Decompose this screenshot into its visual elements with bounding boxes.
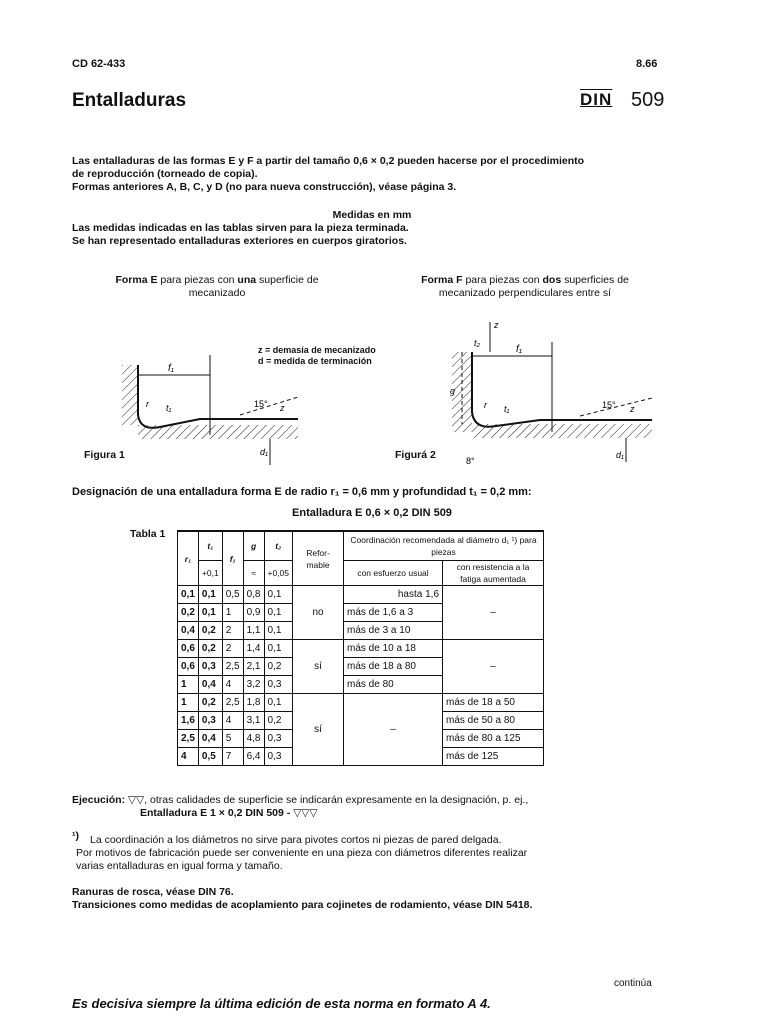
- cell-g: 1,1: [243, 622, 264, 640]
- cell-t1: 0,5: [198, 748, 222, 766]
- table-row: [178, 586, 544, 604]
- th-r1: r₁: [178, 531, 199, 586]
- forma-e-heading: [72, 274, 362, 300]
- intro-line-2: de reproducción (torneado de copia).: [72, 168, 258, 180]
- forma-f-line2: mecanizado perpendiculares entre sí: [438, 287, 612, 299]
- cell-t1: 0,2: [198, 694, 222, 712]
- z-label-top: z: [494, 320, 499, 330]
- cell-f1: 0,5: [222, 586, 243, 604]
- din-label: DIN: [580, 90, 613, 109]
- cell-r1: 1: [178, 694, 199, 712]
- cell-fatigue: –: [443, 586, 544, 640]
- cell-g: 2,1: [243, 658, 264, 676]
- cell-f1: 4: [222, 712, 243, 730]
- profile-line: [472, 352, 652, 427]
- r-label: r: [146, 399, 149, 409]
- th-usual: con esfuerzo usual: [344, 561, 443, 586]
- cell-t1: 0,1: [198, 586, 222, 604]
- figure-2-caption: Figurá 2: [395, 449, 436, 461]
- table-row: [178, 694, 544, 712]
- ejecucion-line: [72, 794, 692, 808]
- legend-z: z = demasía de mecanizado: [258, 345, 376, 355]
- cell-fatigue: más de 80 a 125: [443, 730, 544, 748]
- cell-fatigue: más de 125: [443, 748, 544, 766]
- table-row: [178, 640, 544, 658]
- t2-label: t₂: [474, 338, 480, 348]
- footnote-mark: ¹): [72, 830, 79, 842]
- cell-t2: 0,1: [264, 640, 293, 658]
- cell-g: 1,8: [243, 694, 264, 712]
- forma-f-bold2: dos: [542, 274, 562, 286]
- cell-f1: 2: [222, 622, 243, 640]
- angle-8-label: 8°: [466, 456, 475, 466]
- cell-t2: 0,1: [264, 622, 293, 640]
- cell-g: 3,2: [243, 676, 264, 694]
- cell-t2: 0,2: [264, 658, 293, 676]
- table-label: Tabla 1: [130, 528, 166, 540]
- d1-label: d₁: [260, 447, 268, 457]
- legend-d: d = medida de terminación: [258, 356, 372, 366]
- cell-t1: 0,2: [198, 622, 222, 640]
- figure-1-caption: Figura 1: [84, 449, 125, 461]
- document-code: CD 62-433: [72, 58, 126, 70]
- cell-t2: 0,2: [264, 712, 293, 730]
- th-t2: t₂: [264, 531, 293, 561]
- figure-1-drawing: [110, 335, 310, 470]
- cell-f1: 5: [222, 730, 243, 748]
- cell-usual: más de 3 a 10: [344, 622, 443, 640]
- profile-line: [138, 365, 298, 428]
- cell-fatigue: más de 50 a 80: [443, 712, 544, 730]
- intro-line-5: Se han representado entalladuras exteriores en cuerpos giratorios.: [72, 235, 407, 247]
- cell-f1: 2: [222, 640, 243, 658]
- cell-t1: 0,4: [198, 676, 222, 694]
- th-coordination: Coordinación recomendada al diámetro d₁ ¹) para piezas: [344, 531, 544, 561]
- cell-t2: 0,1: [264, 694, 293, 712]
- cell-t1: 0,2: [198, 640, 222, 658]
- r-label: r: [484, 400, 487, 410]
- th-fatigue: con resistencia a la fatiga aumentada: [443, 561, 544, 586]
- cell-usual: más de 18 a 80: [344, 658, 443, 676]
- cell-g: 1,4: [243, 640, 264, 658]
- forma-e-bold: Forma E: [115, 274, 158, 286]
- cell-r1: 4: [178, 748, 199, 766]
- cell-f1: 7: [222, 748, 243, 766]
- cell-t1: 0,3: [198, 712, 222, 730]
- z-label: z: [630, 404, 635, 414]
- cell-t1: 0,4: [198, 730, 222, 748]
- ref-line-1: Ranuras de rosca, véase DIN 76.: [72, 886, 234, 898]
- cell-reformable: sí: [293, 640, 344, 694]
- cell-reformable: sí: [293, 694, 344, 766]
- cell-f1: 2,5: [222, 694, 243, 712]
- continua-note: continúa: [614, 978, 652, 989]
- cell-usual: más de 80: [344, 676, 443, 694]
- cell-t2: 0,3: [264, 676, 293, 694]
- t1-label: t₁: [504, 404, 510, 414]
- document-date: 8.66: [636, 58, 658, 70]
- cell-r1: 0,4: [178, 622, 199, 640]
- d1-label: d₁: [616, 450, 624, 460]
- z-label: z: [280, 403, 285, 413]
- forma-e-text1: para piezas con: [157, 274, 238, 286]
- footnote-line-1: La coordinación a los diámetros no sirve para pivotes cortos ni piezas de pared delgada.: [90, 834, 502, 846]
- cell-f1: 2,5: [222, 658, 243, 676]
- cell-f1: 1: [222, 604, 243, 622]
- dimensions-table: [177, 530, 544, 766]
- cell-g: 4,8: [243, 730, 264, 748]
- cell-usual: –: [344, 694, 443, 766]
- cell-t2: 0,1: [264, 604, 293, 622]
- ejecucion-label: Ejecución:: [72, 794, 126, 806]
- cell-g: 3,1: [243, 712, 264, 730]
- cell-r1: 1: [178, 676, 199, 694]
- th-tol-g: ≈: [243, 561, 264, 586]
- cell-g: 0,9: [243, 604, 264, 622]
- cell-t1: 0,3: [198, 658, 222, 676]
- cell-f1: 4: [222, 676, 243, 694]
- footnote-line-2: Por motivos de fabricación puede ser conveniente en una pieza con diámetros diferentes realizar: [76, 847, 528, 859]
- intro-line-1: Las entalladuras de las formas E y F a partir del tamaño 0,6 × 0,2 pueden hacerse por el procedimiento: [72, 155, 585, 167]
- th-tol-t2: +0,05: [264, 561, 293, 586]
- angle-line: [580, 398, 652, 416]
- forma-f-heading: [380, 274, 670, 300]
- ejecucion-text: ▽▽, otras calidades de superficie se indicarán expresamente en la designación, p. ej.,: [125, 794, 529, 806]
- figure-2-drawing: [430, 312, 660, 472]
- ref-line-2: Transiciones como medidas de acoplamiento para cojinetes de rodamiento, véase DIN 5418.: [72, 899, 533, 911]
- th-g: g: [243, 531, 264, 561]
- cell-fatigue: –: [443, 640, 544, 694]
- din-number: 509: [631, 89, 665, 111]
- final-note: Es decisiva siempre la última edición de esta norma en formato A 4.: [72, 996, 491, 1011]
- cell-t2: 0,3: [264, 748, 293, 766]
- forma-f-bold: Forma F: [421, 274, 463, 286]
- forma-f-text1: para piezas con: [462, 274, 543, 286]
- cell-g: 0,8: [243, 586, 264, 604]
- cell-t2: 0,1: [264, 586, 293, 604]
- cell-r1: 0,6: [178, 658, 199, 676]
- th-reformable: Refor-mable: [293, 531, 344, 586]
- cell-t1: 0,1: [198, 604, 222, 622]
- cell-r1: 1,6: [178, 712, 199, 730]
- page-title: Entalladuras: [72, 90, 187, 111]
- cell-t2: 0,3: [264, 730, 293, 748]
- cell-r1: 0,6: [178, 640, 199, 658]
- angle-15-label: 15°: [602, 400, 616, 410]
- ejecucion-example: Entalladura E 1 × 0,2 DIN 509 - ▽▽▽: [140, 807, 318, 819]
- cell-fatigue: más de 18 a 50: [443, 694, 544, 712]
- cell-reformable: no: [293, 586, 344, 640]
- designation-text: Designación de una entalladura forma E de radio r₁ = 0,6 mm y profundidad t₁ = 0,2 mm:: [72, 486, 532, 498]
- intro-line-4: Las medidas indicadas en las tablas sirven para la pieza terminada.: [72, 222, 409, 234]
- forma-e-bold2: una: [237, 274, 257, 286]
- t1-label: t₁: [166, 403, 172, 413]
- f1-label: f₁: [168, 363, 174, 374]
- forma-e-text2: superficie de: [256, 274, 319, 286]
- cell-r1: 0,2: [178, 604, 199, 622]
- cell-r1: 0,1: [178, 586, 199, 604]
- forma-f-text2: superficies de: [561, 274, 629, 286]
- th-tol-t1: +0,1: [198, 561, 222, 586]
- th-t1: t₁: [198, 531, 222, 561]
- th-f1: f₁: [222, 531, 243, 586]
- units-note: Medidas en mm: [332, 209, 412, 221]
- g-label: g: [450, 386, 456, 396]
- designation-example: Entalladura E 0,6 × 0,2 DIN 509: [292, 507, 452, 519]
- angle-15-label: 15°: [254, 399, 268, 409]
- footnote-line-3: varias entalladuras en igual forma y tamaño.: [76, 860, 283, 872]
- intro-line-3: Formas anteriores A, B, C, y D (no para nueva construcción), véase página 3.: [72, 181, 457, 193]
- cell-g: 6,4: [243, 748, 264, 766]
- angle-line: [240, 397, 298, 415]
- hatch-wall: [122, 365, 138, 425]
- cell-usual: hasta 1,6: [344, 586, 443, 604]
- f1-label: f₁: [516, 344, 522, 355]
- cell-r1: 2,5: [178, 730, 199, 748]
- forma-e-line2: mecanizado: [188, 287, 246, 299]
- cell-usual: más de 1,6 a 3: [344, 604, 443, 622]
- cell-usual: más de 10 a 18: [344, 640, 443, 658]
